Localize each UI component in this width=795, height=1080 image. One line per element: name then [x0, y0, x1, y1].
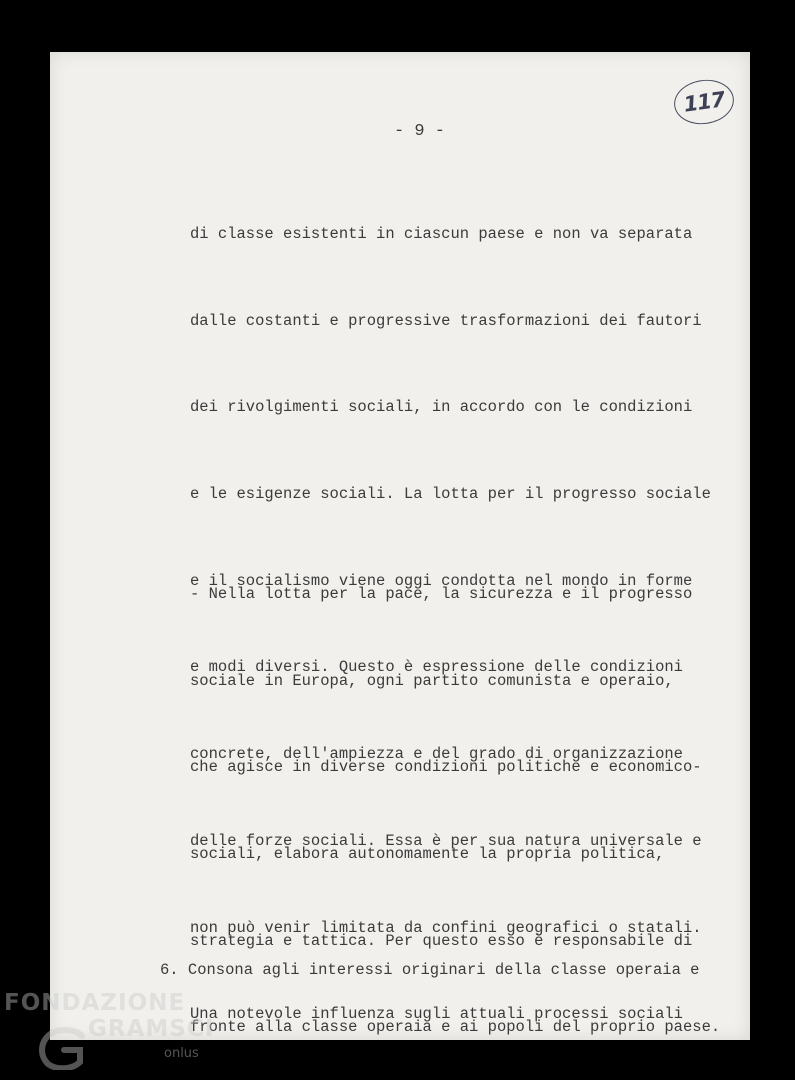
watermark-text: onlus — [164, 1046, 199, 1061]
text-line: - Nella lotta per la pace, la sicurezza e il progresso — [190, 584, 693, 603]
text-line: di classe esistenti in ciascun paese e non va separata — [190, 224, 693, 243]
document-page — [50, 52, 750, 1040]
archive-number: 117 — [682, 87, 726, 117]
text-line: che agisce in diverse condizioni politiche e economico- — [190, 758, 702, 777]
text-line: concrete, dell'ampiezza e del grado di organizzazione — [190, 745, 683, 764]
text-line: strategia e tattica. Per questo esso è responsabile di — [190, 931, 693, 950]
text-line: non può venir limitata da confini geografici o statali. — [190, 918, 702, 937]
foundation-logo-icon — [34, 1026, 90, 1070]
foundation-watermark — [4, 990, 215, 1070]
text-line: dei rivolgimenti sociali, in accordo con le condizioni — [190, 398, 693, 417]
archive-number-stamp — [671, 76, 737, 128]
text-line: dalle costanti e progressive trasformazioni dei fautori — [190, 311, 702, 330]
watermark-text: GRAMSCI — [88, 1016, 215, 1042]
text-line: 6. Consona agli interessi originari della classe operaia e — [160, 960, 700, 979]
text-line: Una notevole influenza sugli attuali processi sociali — [190, 1005, 683, 1024]
numbered-paragraph — [160, 898, 709, 1040]
watermark-text: FONDAZIONE — [4, 990, 186, 1016]
text-line: fronte alla classe operaia e ai popoli del proprio paese. — [190, 1018, 721, 1037]
text-line: e modi diversi. Questo è espressione delle condizioni — [190, 658, 683, 677]
text-line: sociali, elabora autonomamente la propria politica, — [190, 844, 665, 863]
text-line: e le esigenze sociali. La lotta per il progresso sociale — [190, 484, 711, 503]
page-number: - 9 - — [394, 122, 446, 141]
text-line: delle forze sociali. Essa è per sua natura universale e — [190, 831, 702, 850]
text-line: sociale in Europa, ogni partito comunista e operaio, — [190, 671, 674, 690]
text-line: e il socialismo viene oggi condotta nel mondo in forme — [190, 571, 693, 590]
